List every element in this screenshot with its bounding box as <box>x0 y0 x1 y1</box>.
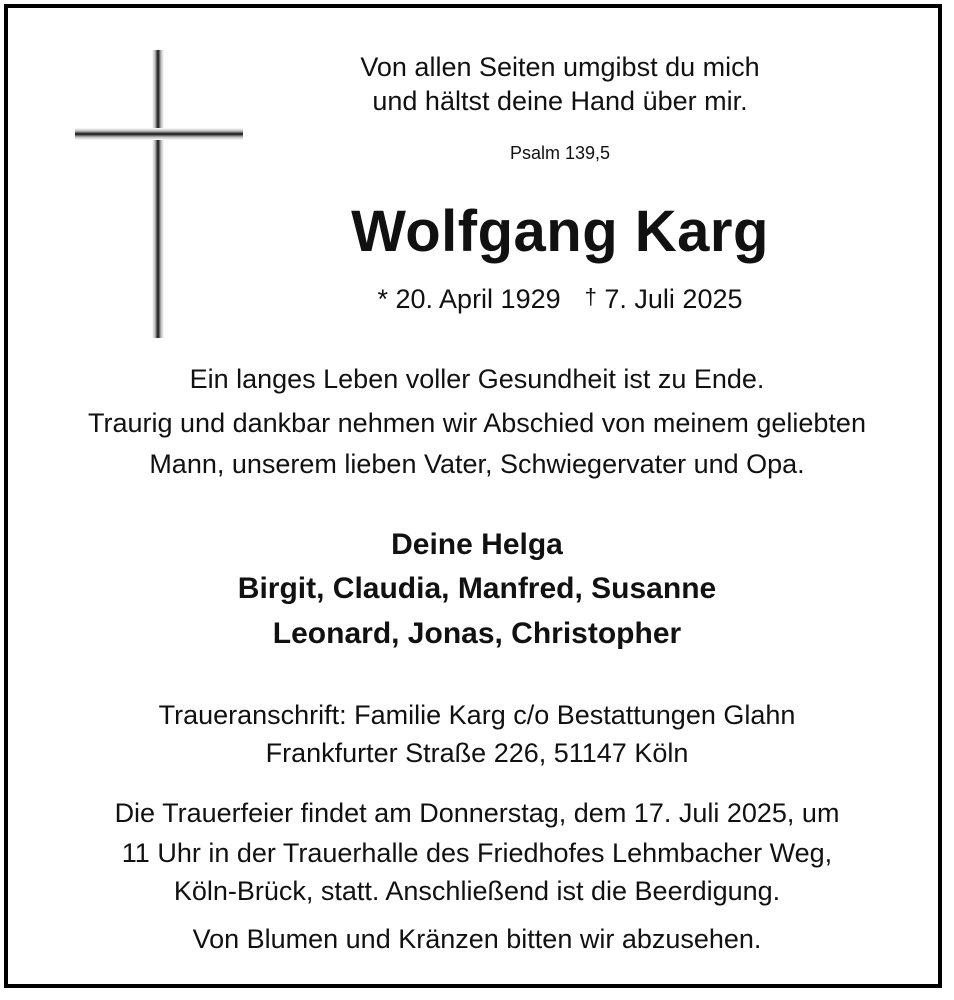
cross-horizontal-beam <box>75 128 243 140</box>
deceased-name: Wolfgang Karg <box>351 199 769 264</box>
message-line-3: Mann, unserem lieben Vater, Schwiegervater und Opa. <box>149 449 805 479</box>
verse-line-1: Von allen Seiten umgibst du mich <box>360 52 760 82</box>
ceremony-line-2: 11 Uhr in der Trauerhalle des Friedhofes Lehmbacher Weg, <box>121 838 833 868</box>
message-line-2: Traurig und dankbar nehmen wir Abschied von meinem geliebten <box>88 408 866 438</box>
verse-line-2: und hältst deine Hand über mir. <box>372 86 748 116</box>
address-line-1: Traueranschrift: Familie Karg c/o Bestattungen Glahn <box>158 700 796 730</box>
ceremony-line-3: Köln-Brück, statt. Anschließend ist die Beerdigung. <box>173 876 781 906</box>
verse <box>340 50 780 118</box>
verse-source: Psalm 139,5 <box>509 143 611 163</box>
cross-vertical-beam <box>152 50 164 338</box>
birth-date: * 20. April 1929 <box>377 284 561 314</box>
address-line-2: Frankfurter Straße 226, 51147 Köln <box>265 738 689 768</box>
closing-note: Von Blumen und Kränzen bitten wir abzusehen. <box>192 924 762 954</box>
message-line-1: Ein langes Leben voller Gesundheit ist zu Ende. <box>189 364 765 394</box>
dagger-icon: † <box>584 284 597 309</box>
family-line-2: Birgit, Claudia, Manfred, Susanne <box>237 572 717 605</box>
death-date: 7. Juli 2025 <box>604 284 743 314</box>
family-line-3: Leonard, Jonas, Christopher <box>272 617 682 650</box>
life-dates <box>300 284 820 315</box>
family-line-1: Deine Helga <box>391 528 563 561</box>
ceremony-line-1: Die Trauerfeier findet am Donnerstag, dem 17. Juli 2025, um <box>114 798 840 828</box>
